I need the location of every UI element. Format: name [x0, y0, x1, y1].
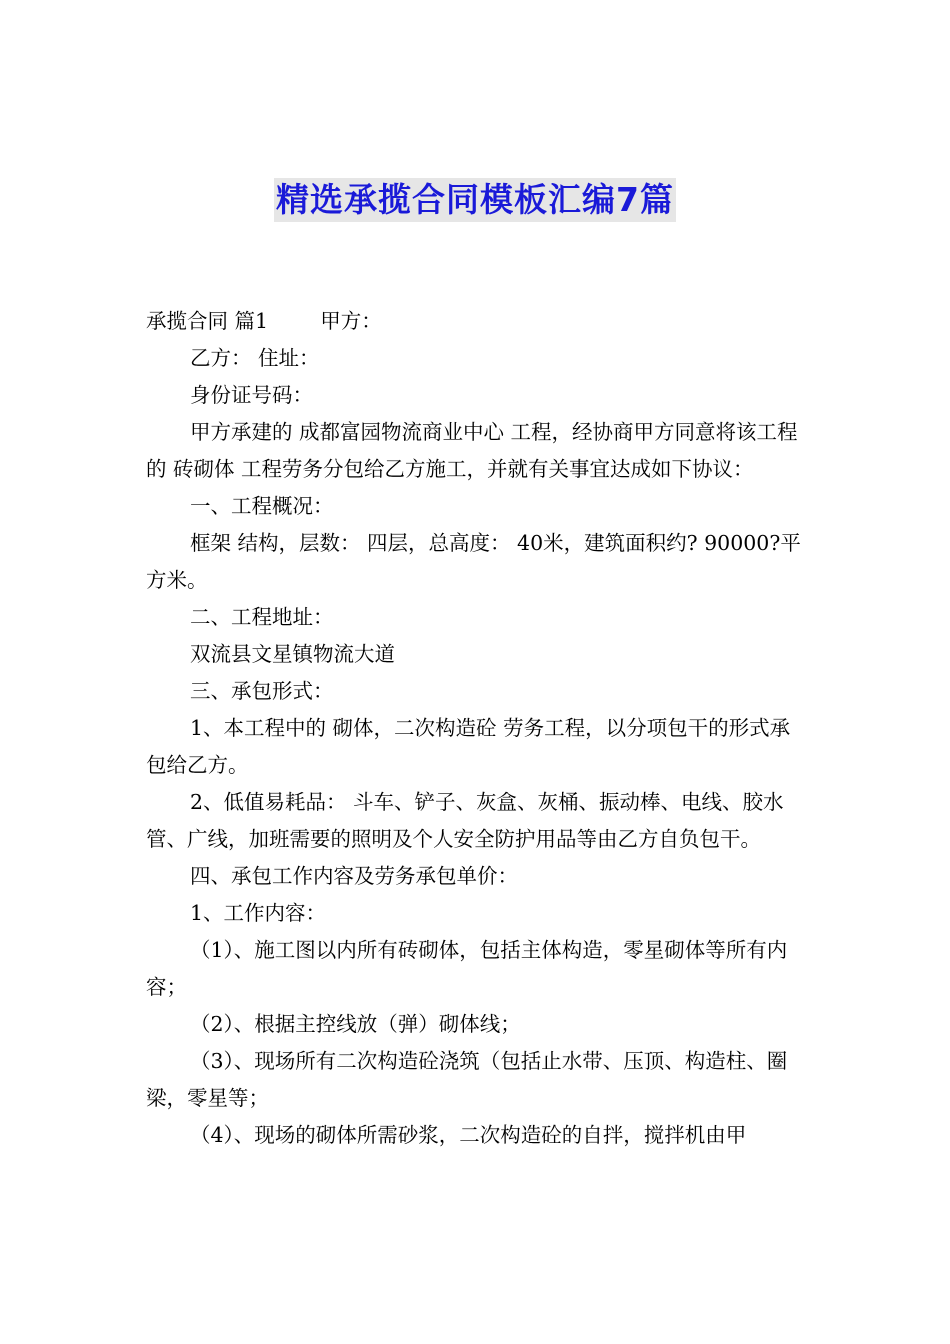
paragraph: 甲方承建的 成都富园物流商业中心 工程，经协商甲方同意将该工程的 砖砌体 工程劳务分包给乙方施工，并就有关事宜达成如下协议： — [146, 420, 798, 481]
paragraph: 承揽合同 篇1 甲方： — [146, 309, 382, 333]
paragraph: 三、承包形式： — [190, 679, 334, 703]
paragraph: 1、工作内容： — [190, 901, 327, 925]
paragraph: 1、本工程中的 砌体，二次构造砼 劳务工程，以分项包干的形式承包给乙方。 — [146, 716, 791, 777]
paragraph: （4）、现场的砌体所需砂浆，二次构造砼的自拌，搅拌机由甲 — [190, 1123, 747, 1147]
paragraph: 双流县文星镇物流大道 — [190, 642, 395, 666]
paragraph: 四、承包工作内容及劳务承包单价： — [190, 864, 518, 888]
paragraph: （1）、施工图以内所有砖砌体，包括主体构造，零星砌体等所有内容； — [146, 938, 788, 999]
document-body — [146, 303, 810, 1154]
paragraph: 框架 结构，层数： 四层，总高度： 40米，建筑面积约? 90000?平方米。 — [146, 531, 801, 592]
paragraph: （3）、现场所有二次构造砼浇筑（包括止水带、压顶、构造柱、圈梁，零星等； — [146, 1049, 788, 1110]
paragraph: 2、低值易耗品： 斗车、铲子、灰盒、灰桶、振动棒、电线、胶水管、广线，加班需要的照明及个人安全防护用品等由乙方自负包干。 — [146, 790, 784, 851]
paragraph: 乙方： 住址： — [190, 346, 320, 370]
paragraph: （2）、根据主控线放（弹）砌体线； — [190, 1012, 521, 1036]
title-container — [0, 178, 950, 222]
paragraph: 一、工程概况： — [190, 494, 334, 518]
paragraph: 二、工程地址： — [190, 605, 334, 629]
document-title: 精选承揽合同模板汇编7篇 — [274, 178, 676, 222]
paragraph: 身份证号码： — [190, 383, 313, 407]
